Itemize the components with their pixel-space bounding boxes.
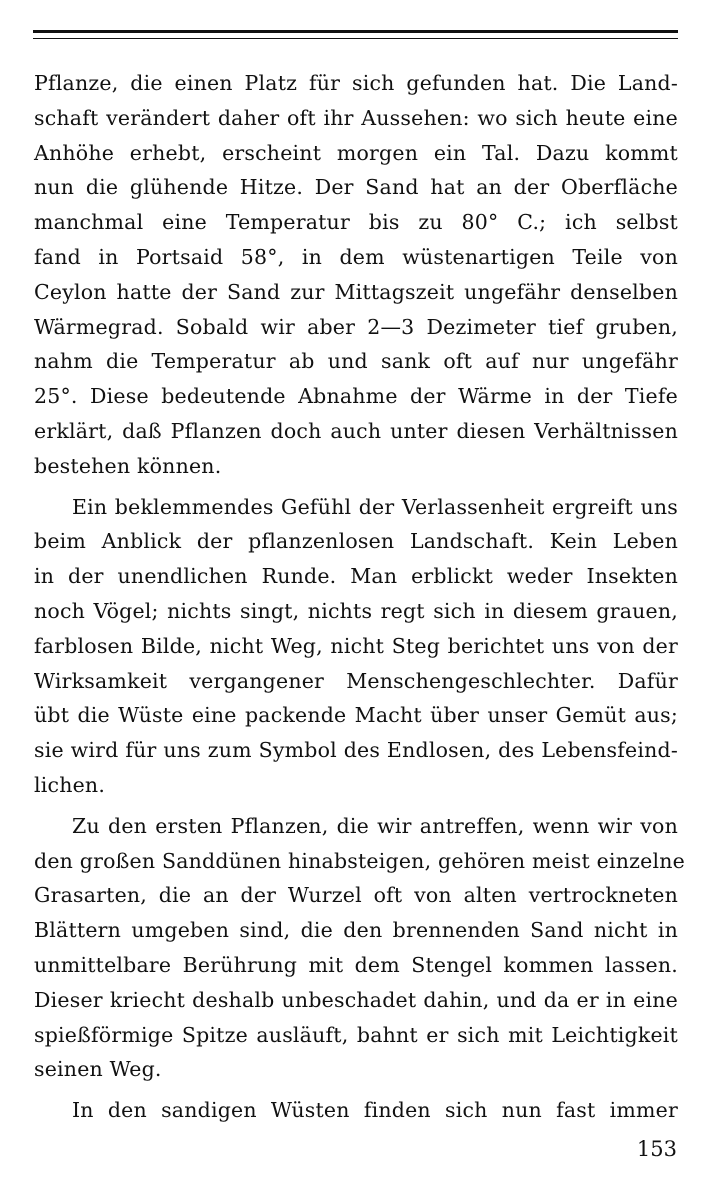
text-line: den großen Sanddünen hinabsteigen, gehören meist einzelne	[34, 848, 685, 873]
text-line: bestehen können.	[34, 453, 222, 478]
text-line: spießförmige Spitze ausläuft, bahnt er sich mit Leichtigkeit	[34, 1022, 678, 1047]
paragraph-2	[34, 490, 678, 803]
paragraph-3	[34, 809, 685, 1087]
header-rule-thin	[33, 38, 678, 39]
text-line: Blättern umgeben sind, die den brennenden Sand nicht in	[34, 918, 678, 943]
text-line: sie wird für uns zum Symbol des Endlosen, des Lebensfeind-	[34, 738, 678, 763]
text-line: Dieser kriecht deshalb unbeschadet dahin, und da er in eine	[34, 987, 678, 1012]
text-line: Ceylon hatte der Sand zur Mittagszeit ungefähr denselben	[34, 279, 678, 304]
text-line: übt die Wüste eine packende Macht über unser Gemüt aus;	[34, 703, 678, 728]
paragraph-1	[34, 66, 678, 484]
text-line: manchmal eine Temperatur bis zu 80° C.; ich selbst	[34, 210, 678, 235]
text-line: Wärmegrad. Sobald wir aber 2—3 Dezimeter tief gruben,	[34, 314, 678, 339]
body-text	[34, 66, 685, 1128]
text-line: 25°. Diese bedeutende Abnahme der Wärme in der Tiefe	[34, 384, 678, 409]
text-line: Wirksamkeit vergangener Menschengeschlechter. Dafür	[34, 668, 678, 693]
header-rule-thick	[33, 30, 678, 33]
page-number: 153	[636, 1137, 677, 1161]
text-line: erklärt, daß Pflanzen doch auch unter diesen Verhältnissen	[34, 418, 678, 443]
text-line: seinen Weg.	[34, 1057, 162, 1082]
text-line: farblosen Bilde, nicht Weg, nicht Steg berichtet uns von der	[34, 633, 678, 658]
text-line: Zu den ersten Pflanzen, die wir antreffen, wenn wir von	[72, 813, 678, 838]
text-line: Pflanze, die einen Platz für sich gefunden hat. Die Land-	[34, 71, 678, 95]
paragraph-4	[34, 1093, 678, 1128]
text-line: Grasarten, die an der Wurzel oft von alten vertrockneten	[34, 883, 678, 908]
text-line: unmittelbare Berührung mit dem Stengel kommen lassen.	[34, 952, 678, 977]
text-line: Ein beklemmendes Gefühl der Verlassenheit ergreift uns	[72, 494, 678, 519]
text-line: fand in Portsaid 58°, in dem wüstenartigen Teile von	[34, 244, 678, 269]
text-line: In den sandigen Wüsten finden sich nun fast immer	[72, 1098, 678, 1123]
text-line: lichen.	[34, 772, 106, 797]
text-line: in der unendlichen Runde. Man erblickt weder Insekten	[34, 564, 678, 589]
text-line: schaft verändert daher oft ihr Aussehen: wo sich heute eine	[34, 105, 678, 130]
text-line: Anhöhe erhebt, erscheint morgen ein Tal. Dazu kommt	[34, 140, 678, 165]
text-line: nahm die Temperatur ab und sank oft auf nur ungefähr	[34, 349, 678, 374]
text-line: beim Anblick der pflanzenlosen Landschaft. Kein Leben	[34, 529, 678, 554]
text-line: nun die glühende Hitze. Der Sand hat an der Oberfläche	[34, 175, 678, 200]
text-line: noch Vögel; nichts singt, nichts regt sich in diesem grauen,	[34, 598, 678, 623]
